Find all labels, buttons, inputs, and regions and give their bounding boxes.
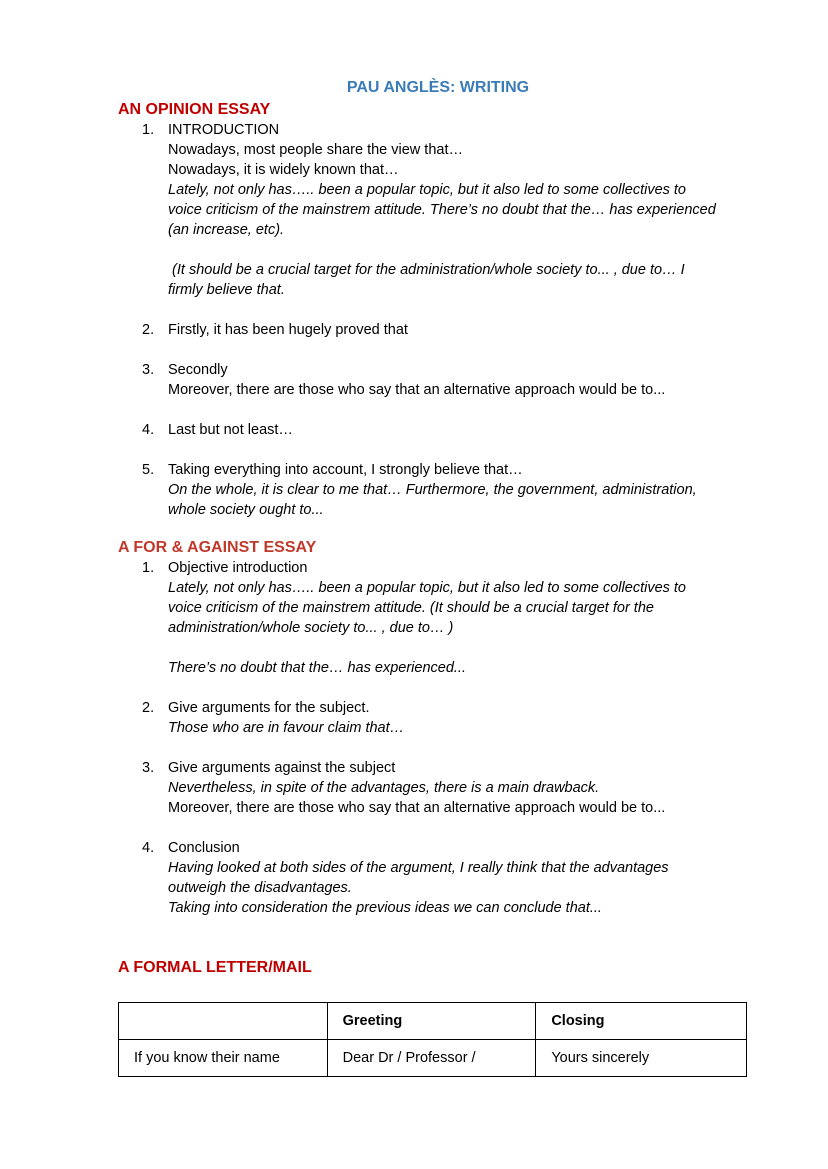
- phrase-line: Lately, not only has….. been a popular topic, but it also led to some collectives to: [168, 580, 686, 596]
- table-header-row: [119, 1003, 747, 1040]
- list-item: [118, 120, 748, 300]
- step-heading: Taking everything into account, I strongly believe that…: [168, 462, 523, 478]
- phrase-line: There’s no doubt that the… has experienced...: [168, 660, 466, 676]
- list-item: [118, 758, 748, 818]
- phrase-line: whole society ought to...: [168, 502, 324, 518]
- phrase-line: (It should be a crucial target for the administration/whole society to... , due to… I: [168, 262, 685, 278]
- phrase-line: Moreover, there are those who say that an alternative approach would be to...: [168, 800, 666, 816]
- phrase-line: Lately, not only has….. been a popular topic, but it also led to some collectives to: [168, 182, 686, 198]
- list-number: 2.: [142, 322, 155, 338]
- opinion-essay-heading: AN OPINION ESSAY: [118, 101, 271, 118]
- list-item: [118, 320, 748, 340]
- list-item: [118, 460, 748, 520]
- list-number: 4.: [142, 840, 155, 856]
- list-number: 5.: [142, 462, 155, 478]
- phrase-line: Nevertheless, in spite of the advantages, there is a main drawback.: [168, 780, 600, 796]
- page-title: PAU ANGLÈS: WRITING: [346, 79, 530, 96]
- phrase-line: On the whole, it is clear to me that… Furthermore, the government, administration,: [168, 482, 697, 498]
- phrase-line: firmly believe that.: [168, 282, 285, 298]
- table-header-cell: [119, 1003, 328, 1040]
- phrase-line: voice criticism of the mainstrem attitude. There’s no doubt that the… has experienced: [168, 202, 716, 218]
- for-against-essay-heading: A FOR & AGAINST ESSAY: [118, 539, 317, 556]
- phrase-line: Taking into consideration the previous ideas we can conclude that...: [168, 900, 602, 916]
- table-header-cell: Greeting: [327, 1003, 536, 1040]
- phrase-line: voice criticism of the mainstrem attitude. (It should be a crucial target for the: [168, 600, 654, 616]
- step-heading: Secondly: [168, 362, 228, 378]
- step-heading: Give arguments against the subject: [168, 760, 396, 776]
- formal-letter-heading: A FORMAL LETTER/MAIL: [118, 959, 312, 976]
- list-item: [118, 838, 748, 918]
- step-heading: Firstly, it has been hugely proved that: [168, 322, 408, 338]
- list-number: 1.: [142, 122, 155, 138]
- phrase-line: Moreover, there are those who say that an alternative approach would be to...: [168, 382, 666, 398]
- list-item: [118, 558, 748, 678]
- opinion-essay-steps: [118, 120, 748, 520]
- list-item: [118, 420, 748, 440]
- list-number: 3.: [142, 760, 155, 776]
- step-heading: INTRODUCTION: [168, 122, 280, 138]
- phrase-line: Nowadays, most people share the view that…: [168, 142, 463, 158]
- step-heading: Give arguments for the subject.: [168, 700, 370, 716]
- phrase-line: outweigh the disadvantages.: [168, 880, 352, 896]
- table-cell: Yours sincerely: [536, 1040, 747, 1077]
- phrase-line: (an increase, etc).: [168, 222, 285, 238]
- list-number: 1.: [142, 560, 155, 576]
- table-row: [119, 1040, 747, 1077]
- letter-phrases-table: [118, 1002, 747, 1077]
- step-heading: Last but not least…: [168, 422, 293, 438]
- step-heading: Objective introduction: [168, 560, 308, 576]
- step-heading: Conclusion: [168, 840, 240, 856]
- list-number: 2.: [142, 700, 155, 716]
- table-header-cell: Closing: [536, 1003, 747, 1040]
- table-cell: Dear Dr / Professor /: [327, 1040, 536, 1077]
- phrase-line: Having looked at both sides of the argument, I really think that the advantages: [168, 860, 669, 876]
- list-item: [118, 360, 748, 400]
- phrase-line: administration/whole society to... , due to… ): [168, 620, 454, 636]
- table-cell: If you know their name: [119, 1040, 328, 1077]
- for-against-essay-steps: [118, 558, 748, 918]
- phrase-line: Those who are in favour claim that…: [168, 720, 405, 736]
- list-item: [118, 698, 748, 738]
- list-number: 3.: [142, 362, 155, 378]
- list-number: 4.: [142, 422, 155, 438]
- phrase-line: Nowadays, it is widely known that…: [168, 162, 399, 178]
